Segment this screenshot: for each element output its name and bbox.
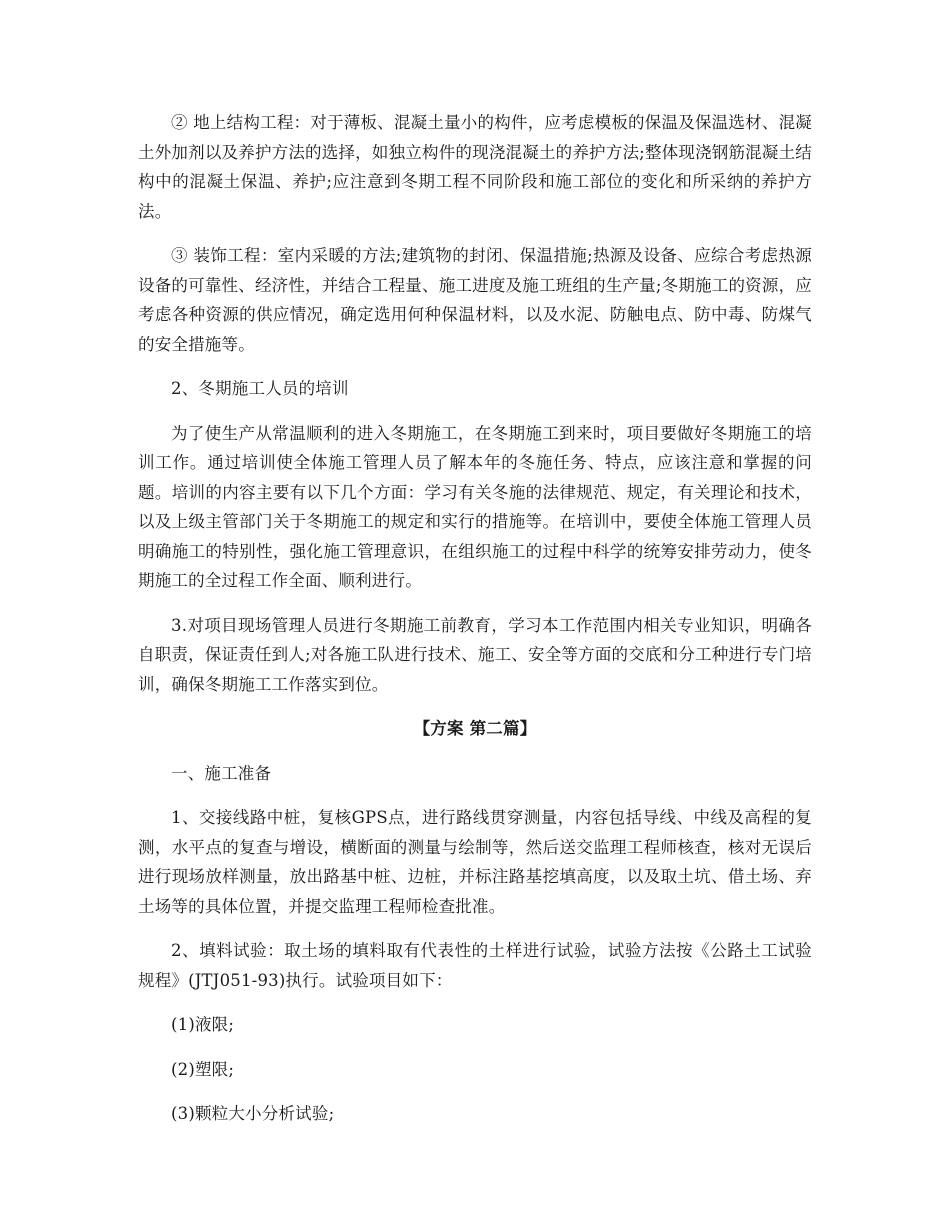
list-item-plastic-limit: (2)塑限; <box>171 1059 235 1079</box>
paragraph-fill-test: 2、填料试验：取土场的填料取有代表性的土样进行试验，试验方法按《公路土工试验规程》(JTJ051-93)执行。试验项目如下： <box>138 941 812 990</box>
paragraph-training-details: 为了使生产从常温顺利的进入冬期施工，在冬期施工到来时，项目要做好冬期施工的培训工作。通过培训使全体施工管理人员了解本年的冬施任务、特点，应该注意和掌握的问题。培训的内容主要有以下几个方面：学习有关冬施的法律规范、规定，有关理论和技术，以及上级主管部门关于冬期施工的规定和实行的措施等。在培训中，要使全体施工管理人员明确施工的特别性，强化施工管理意识，在组织施工的过程中科学的统筹安排劳动力，使冬期施工的全过程工作全面、顺利进行。 <box>138 423 812 590</box>
section-title: 【方案 第二篇】 <box>413 719 537 738</box>
heading-staff-training: 2、冬期施工人员的培训 <box>171 379 349 398</box>
list-item-particle-size: (3)颗粒大小分析试验; <box>171 1104 335 1123</box>
paragraph-route-survey: 1、交接线路中桩，复核GPS点，进行路线贯穿测量，内容包括导线、中线及高程的复测，水平点的复查与增设，横断面的测量与绘制等，然后送交监理工程师核查，核对无误后进行现场放样测量，放出路基中桩、边桩，并标注路基挖填高度，以及取土坑、借土场、弃土场等的具体位置，并提交监理工程师检查批准。 <box>138 808 812 916</box>
paragraph-above-ground-structure: ② 地上结构工程：对于薄板、混凝土量小的构件，应考虑模板的保温及保温选材、混凝土外加剂以及养护方法的选择，如独立构件的现浇混凝土的养护方法;整体现浇钢筋混凝土结构中的混凝土保温、养护;应注意到冬期工程不同阶段和施工部位的变化和所采纳的养护方法。 <box>138 113 812 221</box>
paragraph-pre-winter-education: 3.对项目现场管理人员进行冬期施工前教育，学习本工作范围内相关专业知识，明确各自职责，保证责任到人;对各施工队进行技术、施工、安全等方面的交底和分工种进行专门培训，确保冬期施工工作落实到位。 <box>138 615 812 694</box>
paragraph-decoration-works: ③ 装饰工程：室内采暖的方法;建筑物的封闭、保温措施;热源及设备、应综合考虑热源设备的可靠性、经济性，并结合工程量、施工进度及施工班组的生产量;冬期施工的资源，应考虑各种资源的供应情况，确定选用何种保温材料，以及水泥、防触电点、防中毒、防煤气的安全措施等。 <box>138 246 812 354</box>
heading-construction-preparation: 一、施工准备 <box>171 763 272 783</box>
document-body <box>138 108 812 1144</box>
list-item-liquid-limit: (1)液限; <box>171 1015 235 1034</box>
